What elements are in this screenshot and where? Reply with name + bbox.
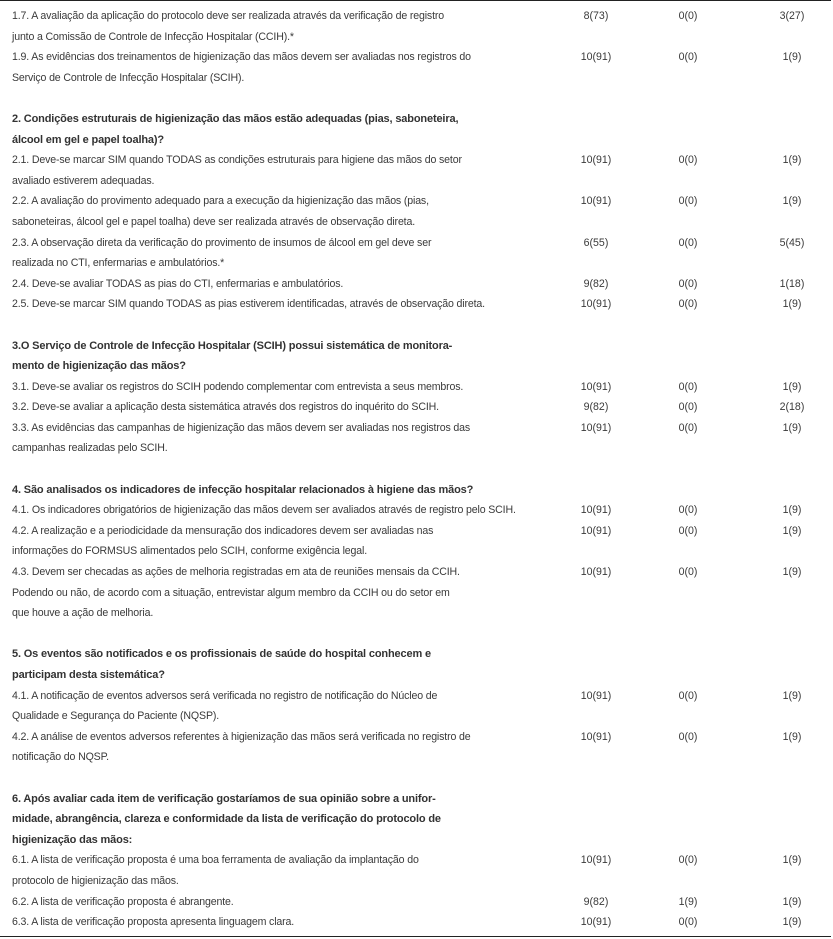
item-text: 6.3. A lista de verificação proposta apresenta linguagem clara. (12, 916, 295, 929)
item-text: 3.3. As evidências das campanhas de higienização das mãos devem ser avaliadas nos registros das (12, 421, 471, 434)
section-heading (0, 789, 831, 810)
value-no: 0(0) (678, 154, 698, 167)
section-heading (0, 336, 831, 357)
value-yes: 10(91) (580, 421, 612, 434)
item-text: notificação do NQSP. (12, 751, 109, 764)
value-yes: 9(82) (583, 277, 609, 290)
value-no: 0(0) (678, 298, 698, 311)
value-no: 0(0) (678, 730, 698, 743)
value-yes: 6(55) (583, 236, 609, 249)
value-no: 0(0) (678, 380, 698, 393)
table-row (0, 212, 831, 233)
value-no: 0(0) (678, 854, 698, 867)
section-heading-text: álcool em gel e papel toalha)? (12, 133, 164, 146)
table-row (0, 686, 831, 707)
value-yes: 8(73) (583, 10, 609, 22)
table-row (0, 603, 831, 624)
section-heading-text: midade, abrangência, clareza e conformidade da lista de verificação do protocolo de (12, 813, 441, 826)
value-yes: 10(91) (580, 566, 612, 579)
value-no: 0(0) (678, 421, 698, 434)
item-text: 6.2. A lista de verificação proposta é abrangente. (12, 895, 234, 908)
item-text: 4.1. Os indicadores obrigatórios de higienização das mãos devem ser avaliados através de registro pelo SCIH. (12, 504, 516, 517)
section-heading (0, 356, 831, 377)
section-heading-text: 2. Condições estruturais de higienização das mãos estão adequadas (pias, saboneteira, (12, 112, 459, 125)
value-partial: 1(9) (782, 195, 802, 208)
value-partial: 1(9) (782, 154, 802, 167)
table-row (0, 397, 831, 418)
item-text: 2.1. Deve-se marcar SIM quando TODAS as condições estruturais para higiene das mãos do setor (12, 154, 462, 167)
table-row (0, 47, 831, 68)
item-text: informações do FORMSUS alimentados pelo SCIH, conforme exigência legal. (12, 545, 368, 558)
value-yes: 10(91) (580, 298, 612, 311)
section-heading-text: 5. Os eventos são notificados e os profissionais de saúde do hospital conhecem e (12, 648, 431, 661)
table-row (0, 850, 831, 871)
table-row (0, 377, 831, 398)
section-heading (0, 665, 831, 686)
value-no: 0(0) (678, 195, 698, 208)
item-text: Qualidade e Segurança do Paciente (NQSP). (12, 710, 220, 723)
value-partial: 1(9) (782, 916, 802, 929)
table-row (0, 233, 831, 254)
value-yes: 10(91) (580, 916, 612, 929)
item-text: realizada no CTI, enfermarias e ambulatórios.* (12, 257, 225, 270)
section-heading-text: participam desta sistemática? (12, 669, 165, 681)
item-text: 2.2. A avaliação do provimento adequado para a execução da higienização das mãos (pias, (12, 195, 429, 208)
table-row (0, 150, 831, 171)
item-text: 3.1. Deve-se avaliar os registros do SCIH podendo complementar com entrevista a seus membros. (12, 380, 464, 393)
value-yes: 10(91) (580, 380, 612, 393)
value-no: 0(0) (678, 10, 698, 22)
value-no: 0(0) (678, 689, 698, 702)
value-partial: 1(9) (782, 730, 802, 743)
item-text: 6.1. A lista de verificação proposta é uma boa ferramenta de avaliação da implantação do (12, 854, 419, 867)
item-text: 2.4. Deve-se avaliar TODAS as pias do CTI, enfermarias e ambulatórios. (12, 277, 344, 290)
value-yes: 10(91) (580, 854, 612, 867)
item-text: campanhas realizadas pelo SCIH. (12, 442, 168, 455)
item-text: 4.1. A notificação de eventos adversos será verificada no registro de notificação do Núcleo de (12, 689, 438, 702)
item-text: Podendo ou não, de acordo com a situação, entrevistar algum membro da CCIH ou do setor em (12, 586, 450, 599)
value-yes: 9(82) (583, 401, 609, 414)
value-yes: 10(91) (580, 524, 612, 537)
table-row (0, 521, 831, 542)
item-text: saboneteiras, álcool gel e papel toalha) deve ser realizada através de observação direta. (12, 215, 416, 228)
value-partial: 1(9) (782, 421, 802, 434)
table-row (0, 747, 831, 768)
section-spacer (0, 624, 831, 645)
table-row (0, 191, 831, 212)
section-heading-text: higienização das mãos: (12, 833, 133, 846)
table-row (0, 912, 831, 933)
item-text: avaliado estiverem adequadas. (12, 174, 155, 187)
value-partial: 2(18) (779, 401, 805, 414)
value-yes: 10(91) (580, 730, 612, 743)
value-yes: 10(91) (580, 195, 612, 208)
value-partial: 5(45) (779, 236, 805, 249)
section-heading (0, 130, 831, 151)
table-row (0, 706, 831, 727)
item-text: 1.9. As evidências dos treinamentos de higienização das mãos devem ser avaliadas nos registros do (12, 51, 471, 64)
table-row (0, 418, 831, 439)
value-partial: 1(18) (779, 277, 805, 290)
value-yes: 9(82) (583, 895, 609, 908)
table-row (0, 68, 831, 89)
table-row (0, 892, 831, 913)
value-no: 0(0) (678, 51, 698, 64)
item-text: 2.5. Deve-se marcar SIM quando TODAS as pias estiverem identificadas, através de observação direta. (12, 298, 485, 311)
value-partial: 1(9) (782, 524, 802, 537)
table-row (0, 171, 831, 192)
section-heading-text: 3.O Serviço de Controle de Infecção Hospitalar (SCIH) possui sistemática de monitora- (12, 339, 453, 352)
section-spacer (0, 88, 831, 109)
section-spacer (0, 459, 831, 480)
item-text: que houve a ação de melhoria. (12, 607, 154, 620)
section-heading (0, 644, 831, 665)
section-heading (0, 109, 831, 130)
item-text: protocolo de higienização das mãos. (12, 874, 179, 887)
section-heading-text: 4. São analisados os indicadores de infecção hospitalar relacionados à higiene das mãos? (12, 483, 474, 496)
value-no: 0(0) (678, 524, 698, 537)
table-row (0, 583, 831, 604)
section-heading (0, 809, 831, 830)
item-text: 4.3. Devem ser checadas as ações de melhoria registradas em ata de reuniões mensais da CCIH. (12, 566, 460, 579)
item-text: 2.3. A observação direta da verificação do provimento de insumos de álcool em gel deve ser (12, 236, 432, 249)
value-partial: 1(9) (782, 689, 802, 702)
table-row (0, 253, 831, 274)
table-row (0, 562, 831, 583)
value-partial: 1(9) (782, 51, 802, 64)
table-row (0, 294, 831, 315)
value-no: 0(0) (678, 504, 698, 517)
value-no: 0(0) (678, 566, 698, 579)
value-partial: 1(9) (782, 566, 802, 579)
value-yes: 10(91) (580, 504, 612, 517)
value-partial: 3(27) (779, 10, 805, 22)
table-row (0, 871, 831, 892)
section-heading-text: 6. Após avaliar cada item de verificação gostaríamos de sua opinião sobre a unifor- (12, 792, 436, 805)
value-partial: 1(9) (782, 504, 802, 517)
value-partial: 1(9) (782, 895, 802, 908)
section-heading (0, 830, 831, 851)
value-yes: 10(91) (580, 154, 612, 167)
value-partial: 1(9) (782, 380, 802, 393)
table-row (0, 727, 831, 748)
item-text: 4.2. A análise de eventos adversos referentes à higienização das mãos será verificada no registro de (12, 730, 471, 743)
table-row (0, 500, 831, 521)
section-spacer (0, 315, 831, 336)
table-row (0, 274, 831, 295)
value-no: 1(9) (678, 895, 698, 908)
item-text: 3.2. Deve-se avaliar a aplicação desta sistemática através dos registros do inquérito do SCIH. (12, 401, 439, 414)
value-no: 0(0) (678, 236, 698, 249)
value-partial: 1(9) (782, 298, 802, 311)
item-text: 1.7. A avaliação da aplicação do protocolo deve ser realizada através da verificação de registro junto a Comissão de Controle de Infecção Hospitalar (CCIH).* (12, 10, 444, 43)
table-row (0, 6, 831, 47)
value-no: 0(0) (678, 401, 698, 414)
section-heading (0, 480, 831, 501)
value-yes: 10(91) (580, 51, 612, 64)
value-no: 0(0) (678, 277, 698, 290)
item-text: Serviço de Controle de Infecção Hospitalar (SCIH). (12, 71, 245, 84)
table-row (0, 541, 831, 562)
section-heading-text: mento de higienização das mãos? (12, 360, 186, 373)
section-spacer (0, 768, 831, 789)
table-row (0, 438, 831, 459)
value-no: 0(0) (678, 916, 698, 929)
value-partial: 1(9) (782, 854, 802, 867)
item-text: 4.2. A realização e a periodicidade da mensuração dos indicadores devem ser avaliadas nas (12, 524, 434, 537)
value-yes: 10(91) (580, 689, 612, 702)
